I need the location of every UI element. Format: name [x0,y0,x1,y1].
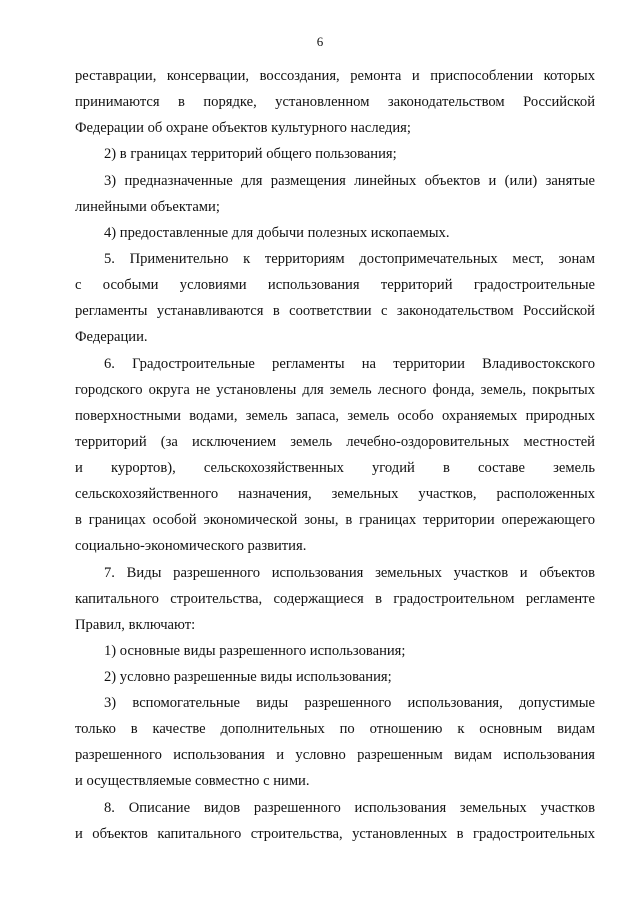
text-line: капитального строительства, содержащиеся в градостроительном регламенте [75,591,595,607]
text-line: и объектов капитального строительства, установленных в градостроительных [75,826,595,842]
text-line: 8. Описание видов разрешенного использования земельных участков [104,800,595,816]
text-line: территорий (за исключением земель лечебно-оздоровительных местностей [75,434,595,450]
text-line: только в качестве дополнительных по отношению к основным видам [75,721,595,737]
text-line: регламенты устанавливаются в соответствии с законодательством Российской [75,303,595,319]
text-line: линейными объектами; [75,199,220,215]
text-line: 3) вспомогательные виды разрешенного использования, допустимые [104,695,595,711]
page-number: 6 [316,34,324,49]
text-line: Федерации. [75,329,148,345]
text-line: 2) в границах территорий общего пользования; [104,146,397,162]
text-line: 5. Применительно к территориям достопримечательных мест, зонам [104,251,595,267]
text-line: городского округа не установлены для земель лесного фонда, земель, покрытых [75,382,595,398]
text-line: Правил, включают: [75,617,196,633]
text-line: поверхностными водами, земель запаса, земель особо охраняемых природных [75,408,595,424]
text-line: и осуществляемые совместно с ними. [75,773,310,789]
text-line: Федерации об охране объектов культурного наследия; [75,120,411,136]
text-line: сельскохозяйственного назначения, земельных участков, расположенных [75,486,595,502]
text-line: 4) предоставленные для добычи полезных ископаемых. [104,225,450,241]
text-line: разрешенного использования и условно разрешенным видам использования [75,747,595,763]
text-line: принимаются в порядке, установленном законодательством Российской [75,94,595,110]
text-line: 3) предназначенные для размещения линейных объектов и (или) занятые [104,173,595,189]
text-line: с особыми условиями использования территорий градостроительные [75,277,595,293]
text-line: реставрации, консервации, воссоздания, ремонта и приспособлении которых [75,68,595,84]
text-line: в границах особой экономической зоны, в границах территории опережающего [75,512,595,528]
text-line: и курортов), сельскохозяйственных угодий в составе земель [75,460,595,476]
text-line: 1) основные виды разрешенного использования; [104,643,406,659]
text-line: 2) условно разрешенные виды использования; [104,669,392,685]
text-line: 6. Градостроительные регламенты на территории Владивостокского [104,356,595,372]
text-line: социально-экономического развития. [75,538,307,554]
text-line: 7. Виды разрешенного использования земельных участков и объектов [104,565,595,581]
